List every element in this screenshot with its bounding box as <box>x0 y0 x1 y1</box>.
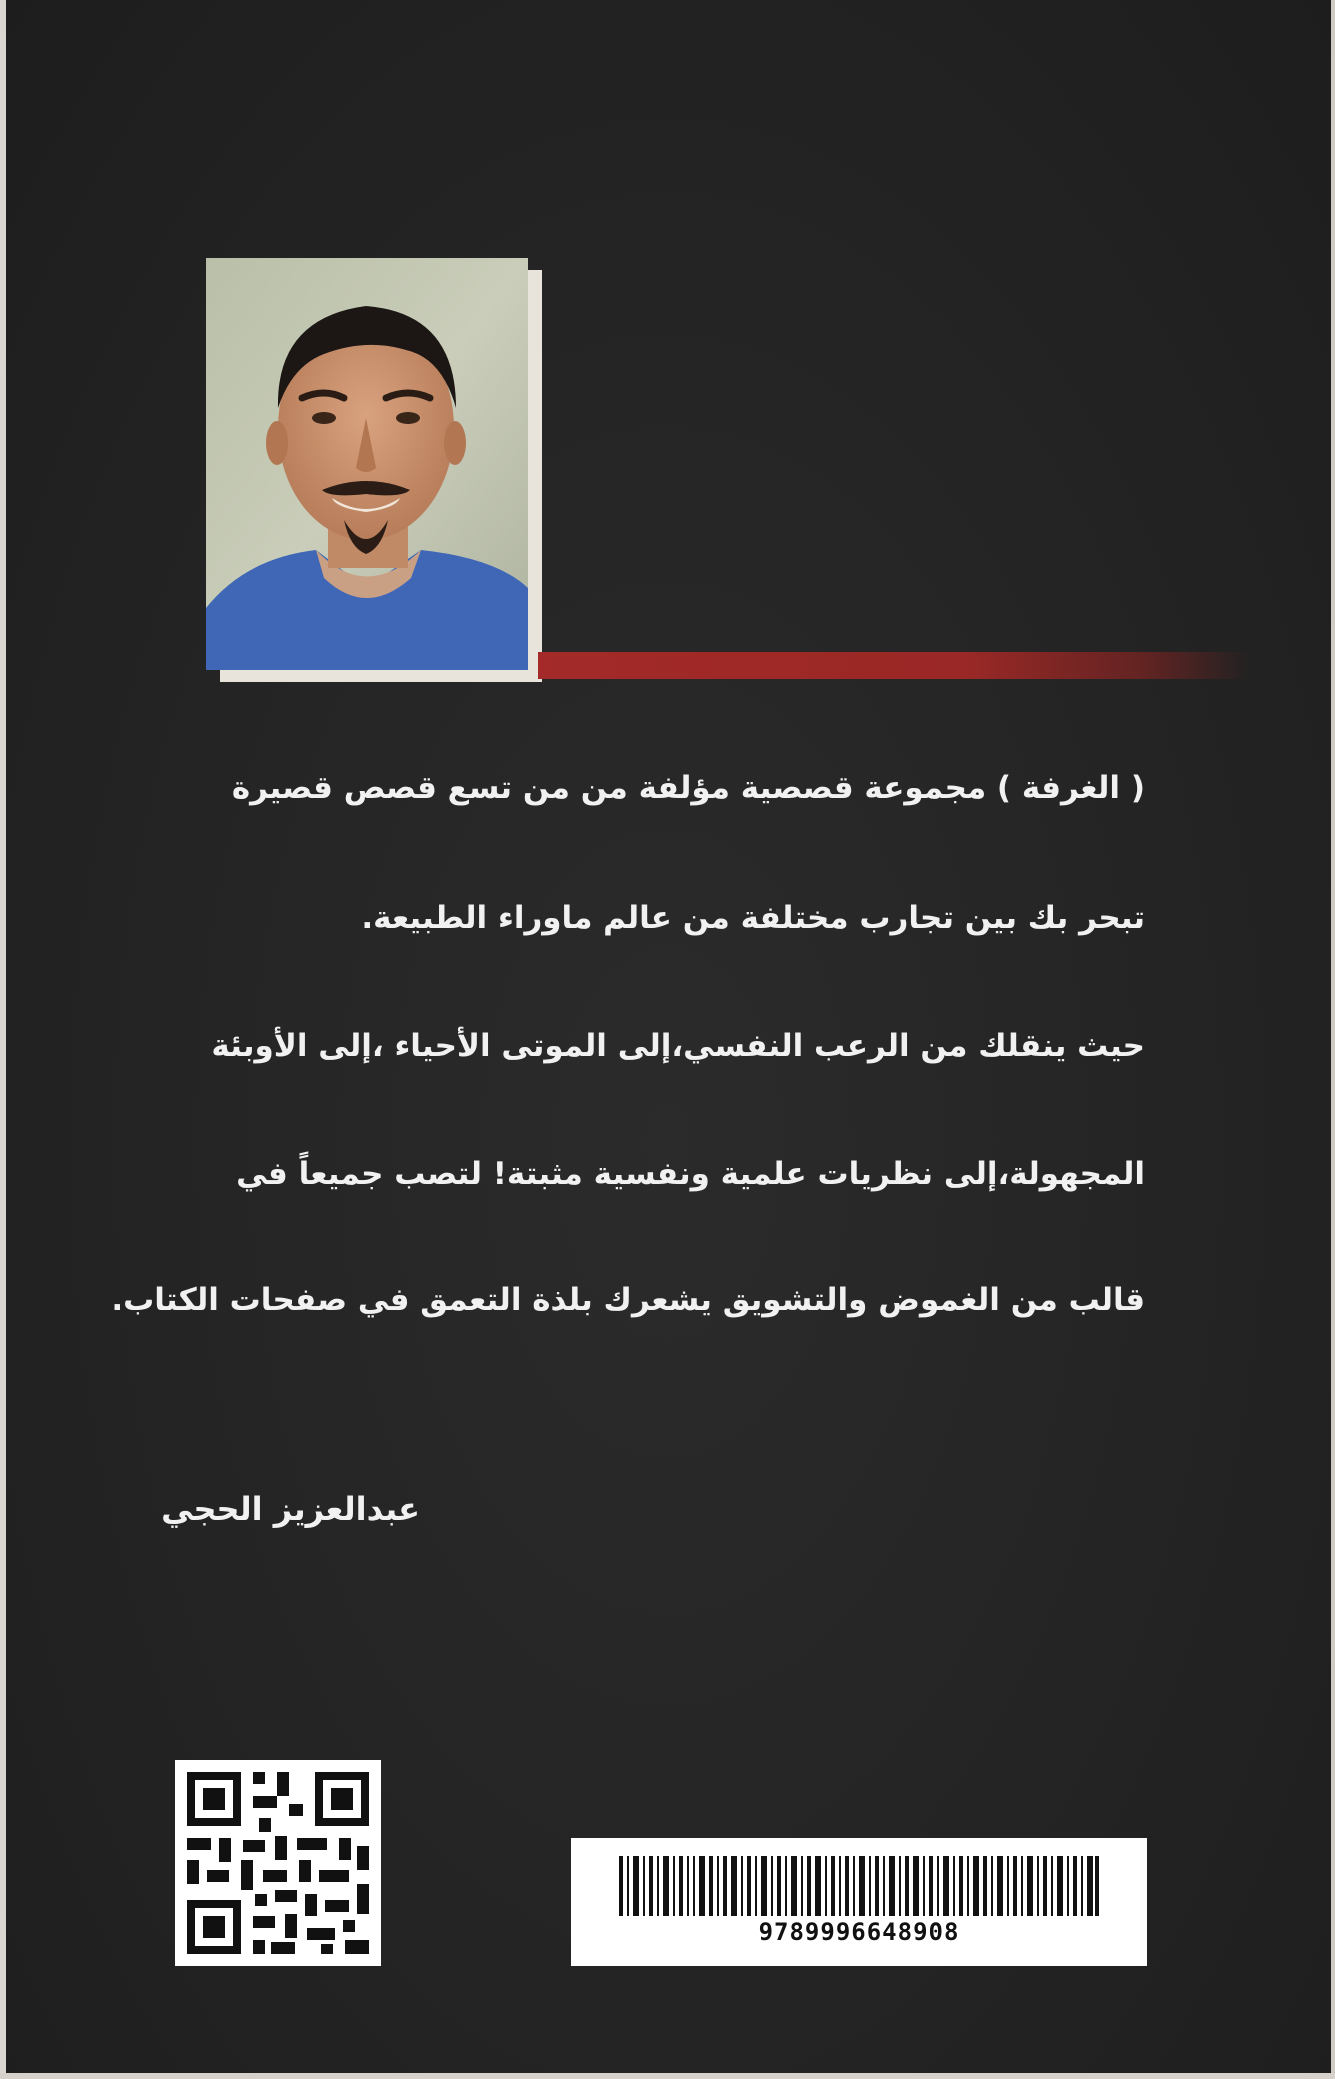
qr-code-icon <box>175 1760 381 1966</box>
page-edge-right <box>1331 0 1335 2079</box>
blurb-line: المجهولة،إلى نظريات علمية ونفسية مثبتة! لتصب جميعاً في <box>236 1156 1145 1192</box>
blurb-line: حيث ينقلك من الرعب النفسي،إلى الموتى الأحياء ،إلى الأوبئة <box>211 1028 1145 1064</box>
blurb-line: ( الغرفة ) مجموعة قصصية مؤلفة من من تسع قصص قصيرة <box>231 770 1145 806</box>
isbn-number: 9789996648908 <box>758 1918 960 1946</box>
page-edge-left <box>0 0 6 2079</box>
page-edge-bottom <box>0 2073 1335 2079</box>
blurb-line: تبحر بك بين تجارب مختلفة من عالم ماوراء الطبيعة. <box>361 900 1145 936</box>
blurb-line: قالب من الغموض والتشويق يشعرك بلذة التعمق في صفحات الكتاب. <box>111 1282 1145 1318</box>
accent-bar <box>538 652 1250 679</box>
barcode-icon <box>619 1856 1099 1916</box>
author-name: عبدالعزيز الحجي <box>161 1490 420 1528</box>
author-portrait <box>206 258 528 670</box>
barcode <box>571 1838 1147 1966</box>
